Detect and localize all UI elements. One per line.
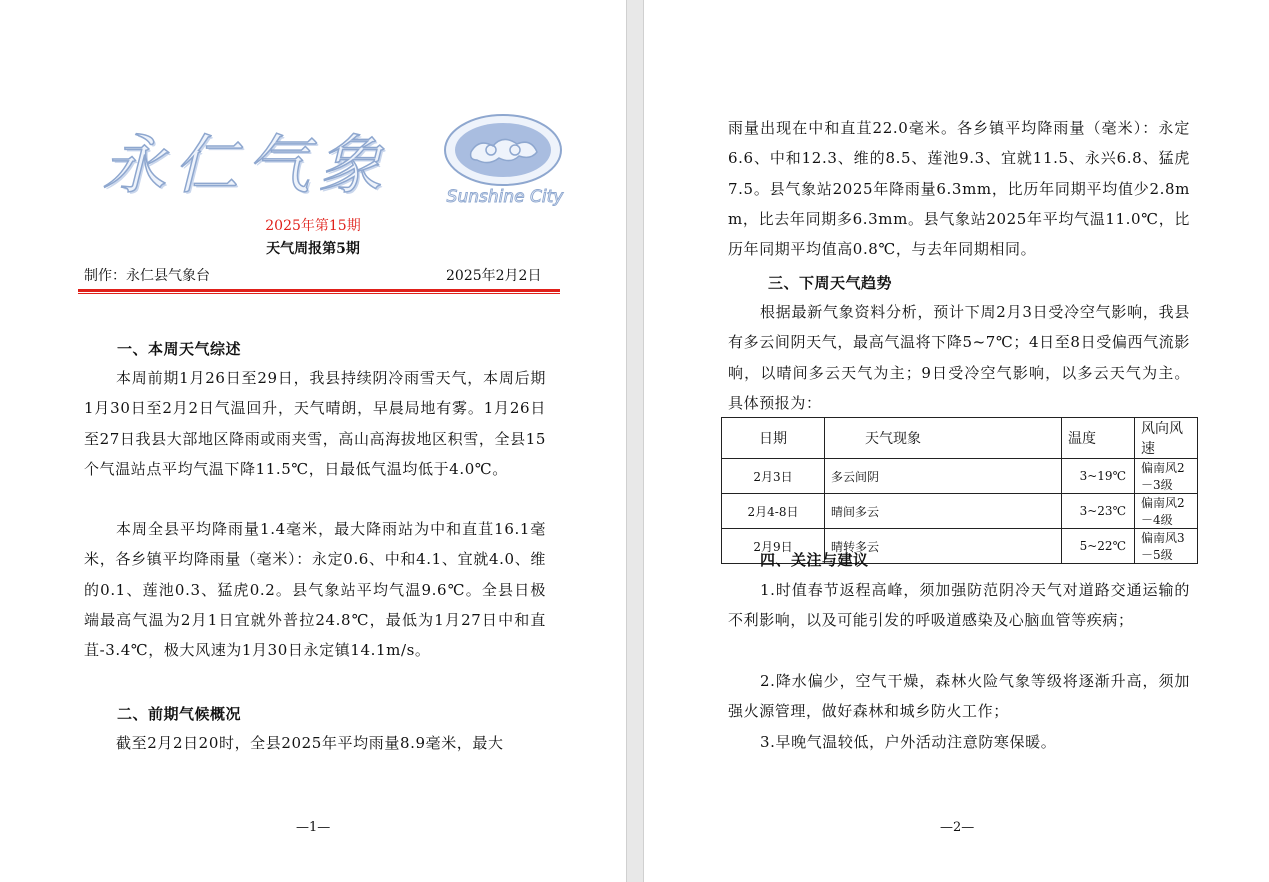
table-cell-wind: 偏南风3－5级 bbox=[1135, 529, 1198, 564]
gutter-edge-left bbox=[626, 0, 627, 882]
masthead-title: 永仁气象 bbox=[102, 129, 390, 203]
section-2-continued: 雨量出现在中和直苴22.0毫米。各乡镇平均降雨量（毫米）：永定6.6、中和12.3、维的8.5、莲池9.3、宜就11.5、永兴6.8、猛虎7.5。县气象站2025年降雨量6.3mm，比历年同期平均值少2.8mm，比去年同期多6.3mm。县气象站2025年平均气温11.0℃，比历年同期平均值高0.8℃，与去年同期相同。 bbox=[728, 119, 1190, 259]
forecast-table bbox=[721, 417, 1198, 564]
section-4-item-1: 1.时值春节返程高峰，须加强防范阴冷天气对道路交通运输的不利影响，以及可能引发的呼吸道感染及心脑血管等疾病； bbox=[728, 581, 1190, 630]
section-4-title: 四、关注与建议 bbox=[760, 551, 869, 569]
table-cell-weather: 晴间多云 bbox=[825, 494, 1062, 529]
table-cell-weather: 晴转多云 bbox=[825, 529, 1062, 564]
section-1-title: 一、本周天气综述 bbox=[117, 340, 242, 358]
section-1-paragraph-2: 本周全县平均降雨量1.4毫米，最大降雨站为中和直苴16.1毫米，各乡镇平均降雨量（毫米）：永定0.6、中和4.1、宜就4.0、维的0.1、莲池0.3、猛虎0.2。县气象站平均气温9.6℃。全县日极端最高气温为2月1日宜就外普拉24.8℃，最低为1月27日中和直苴-3.4℃，极大风速为1月30日永定镇14.1m/s。 bbox=[84, 520, 546, 660]
table-cell-temp: 3~19℃ bbox=[1062, 459, 1135, 494]
maker-label: 制作：永仁县气象台 bbox=[84, 268, 210, 284]
issue-number: 2025年第15期 bbox=[265, 218, 361, 234]
section-2-title: 二、前期气候概况 bbox=[117, 705, 242, 723]
section-4-item-2: 2.降水偏少，空气干燥，森林火险气象等级将逐渐升高，须加强火源管理，做好森林和城乡防火工作； bbox=[728, 672, 1190, 721]
table-cell-temp: 3~23℃ bbox=[1062, 494, 1135, 529]
report-date: 2025年2月2日 bbox=[446, 268, 542, 284]
sunshine-city-logo-icon bbox=[443, 112, 568, 212]
page-number-1: —1— bbox=[296, 820, 331, 835]
red-divider bbox=[78, 289, 560, 292]
table-row bbox=[722, 494, 1198, 529]
report-subtitle: 天气周报第5期 bbox=[266, 241, 360, 257]
logo-text: Sunshine City bbox=[446, 187, 564, 207]
section-3-paragraph-1: 根据最新气象资料分析，预计下周2月3日受冷空气影响，我县有多云间阴天气，最高气温将下降5~7℃；4日至8日受偏西气流影响，以晴间多云天气为主；9日受冷空气影响，以多云天气为主。具体预报为： bbox=[728, 303, 1190, 412]
section-2-paragraph-1: 截至2月2日20时，全县2025年平均雨量8.9毫米，最大 bbox=[116, 734, 504, 752]
page-2 bbox=[644, 0, 1269, 882]
table-cell-date: 2月4-8日 bbox=[722, 494, 825, 529]
table-header-wind: 风向风速 bbox=[1135, 418, 1198, 459]
table-cell-wind: 偏南风2－4级 bbox=[1135, 494, 1198, 529]
table-header-date: 日期 bbox=[722, 418, 825, 459]
page-1 bbox=[0, 0, 626, 882]
section-3-title: 三、下周天气趋势 bbox=[768, 274, 893, 292]
table-header-temp: 温度 bbox=[1062, 418, 1135, 459]
masthead bbox=[100, 110, 570, 215]
table-header-weather: 天气现象 bbox=[825, 418, 1062, 459]
table-row bbox=[722, 459, 1198, 494]
page-number-2: —2— bbox=[940, 820, 975, 835]
page-gutter bbox=[626, 0, 644, 882]
red-divider-thin bbox=[78, 293, 560, 294]
table-cell-date: 2月9日 bbox=[722, 529, 825, 564]
table-cell-date: 2月3日 bbox=[722, 459, 825, 494]
section-1-paragraph-1: 本周前期1月26日至29日，我县持续阴冷雨雪天气，本周后期1月30日至2月2日气温回升，天气晴朗，早晨局地有雾。1月26日至27日我县大部地区降雨或雨夹雪，高山高海拔地区积雪，全县15个气温站点平均气温下降11.5℃，日最低气温均低于4.0℃。 bbox=[84, 369, 546, 478]
section-4-item-3: 3.早晚气温较低，户外活动注意防寒保暖。 bbox=[760, 733, 1057, 751]
table-cell-temp: 5~22℃ bbox=[1062, 529, 1135, 564]
table-cell-weather: 多云间阴 bbox=[825, 459, 1062, 494]
table-header-row bbox=[722, 418, 1198, 459]
table-cell-wind: 偏南风2－3级 bbox=[1135, 459, 1198, 494]
